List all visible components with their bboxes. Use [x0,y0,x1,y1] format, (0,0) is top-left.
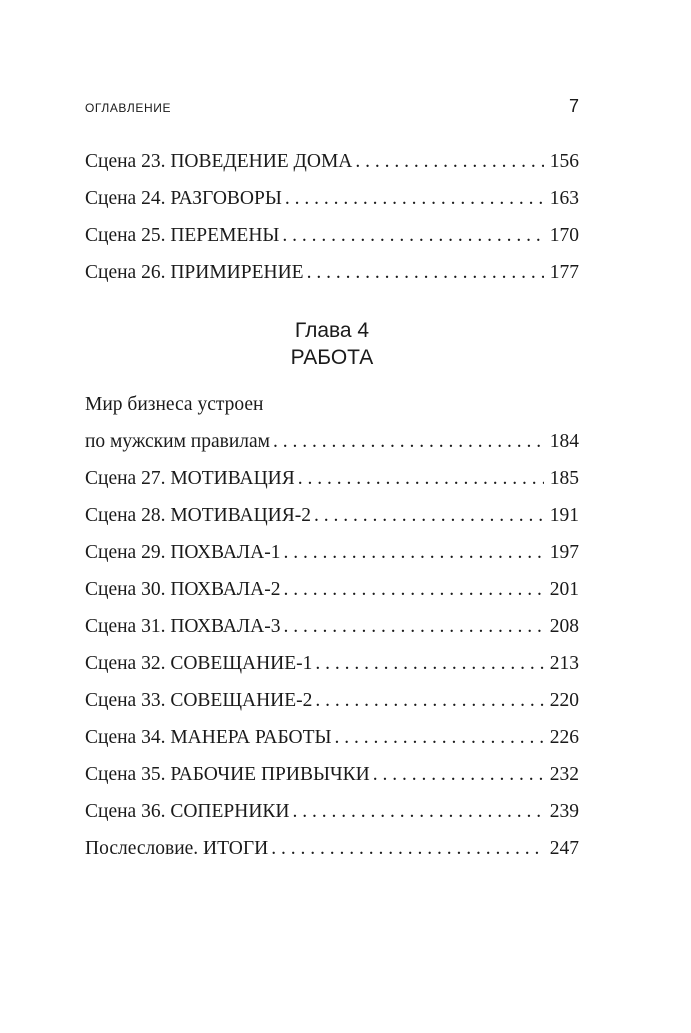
toc-entry[interactable] [85,571,579,608]
running-head [85,96,579,117]
toc-entry-page: 156 [549,151,579,172]
toc-entry-title: Сцена 23. ПОВЕДЕНИЕ ДОМА [85,151,353,172]
toc-entry-page: 232 [549,764,579,785]
toc-entry-title: Сцена 26. ПРИМИРЕНИЕ [85,262,304,283]
toc-entry[interactable] [85,608,579,645]
toc-entry-page: 201 [549,579,579,600]
toc-entry-title: Сцена 30. ПОХВАЛА-2 [85,579,281,600]
leader-dots [293,793,544,830]
leader-dots [373,756,544,793]
toc-entry-page: 197 [549,542,579,563]
leader-dots [314,497,544,534]
toc-entry-page: 239 [549,801,579,822]
toc-entry-title: Сцена 31. ПОХВАЛА-3 [85,616,281,637]
chapter-title: РАБОТА [290,346,374,369]
toc-entry[interactable] [85,830,579,867]
page-number: 7 [568,96,579,116]
leader-dots [273,423,544,460]
toc-entry-page: 226 [549,727,579,748]
toc-entry-title: Сцена 36. СОПЕРНИКИ [85,801,290,822]
toc-list-bottom [85,386,579,867]
toc-entry-title: Сцена 33. СОВЕЩАНИЕ-2 [85,690,313,711]
toc-entry-page: 247 [549,838,579,859]
toc-entry-title-line1: Мир бизнеса устроен [85,394,264,415]
leader-dots [271,830,544,867]
leader-dots [285,180,544,217]
toc-entry-title: Сцена 32. СОВЕЩАНИЕ-1 [85,653,313,674]
toc-entry[interactable] [85,460,579,497]
chapter-heading [85,317,579,371]
leader-dots [283,608,543,645]
toc-entry-title: Сцена 29. ПОХВАЛА-1 [85,542,281,563]
toc-entry-title: Сцена 28. МОТИВАЦИЯ-2 [85,505,312,526]
toc-entry-page: 170 [549,225,579,246]
toc-entry[interactable] [85,719,579,756]
toc-entry[interactable] [85,217,579,254]
toc-entry-page: 208 [549,616,579,637]
leader-dots [315,645,543,682]
toc-entry[interactable] [85,497,579,534]
chapter-number: Глава 4 [294,319,370,342]
leader-dots [335,719,544,756]
running-title: ОГЛАВЛЕНИЕ [85,101,172,115]
toc-entry-title: Сцена 24. РАЗГОВОРЫ [85,188,282,209]
toc-entry-title: Сцена 25. ПЕРЕМЕНЫ [85,225,280,246]
leader-dots [283,534,543,571]
leader-dots [315,682,543,719]
toc-entry[interactable] [85,534,579,571]
toc-entry-title: Сцена 34. МАНЕРА РАБОТЫ [85,727,332,748]
toc-entry[interactable] [85,682,579,719]
toc-entry-title: Сцена 27. МОТИВАЦИЯ [85,468,295,489]
toc-entry[interactable] [85,756,579,793]
toc-entry-page: 184 [549,431,579,452]
toc-entry-title: Сцена 35. РАБОЧИЕ ПРИВЫЧКИ [85,764,370,785]
toc-entry-page: 220 [549,690,579,711]
toc-entry-page: 213 [549,653,579,674]
toc-entry[interactable] [85,254,579,291]
toc-entry-title: Послесловие. ИТОГИ [85,838,269,859]
toc-entry-page: 191 [549,505,579,526]
toc-entry-page: 177 [549,262,579,283]
toc-entry[interactable] [85,645,579,682]
toc-entry[interactable] [85,143,579,180]
leader-dots [283,571,543,608]
toc-entry[interactable] [85,180,579,217]
leader-dots [355,143,543,180]
toc-entry-page: 163 [549,188,579,209]
leader-dots [298,460,544,497]
toc-entry-title-line2: по мужским правилам [85,431,271,452]
toc-entry-page: 185 [549,468,579,489]
toc-entry-intro[interactable] [85,386,579,460]
leader-dots [307,254,544,291]
toc-list-top [85,143,579,291]
toc-entry[interactable] [85,793,579,830]
leader-dots [282,217,543,254]
